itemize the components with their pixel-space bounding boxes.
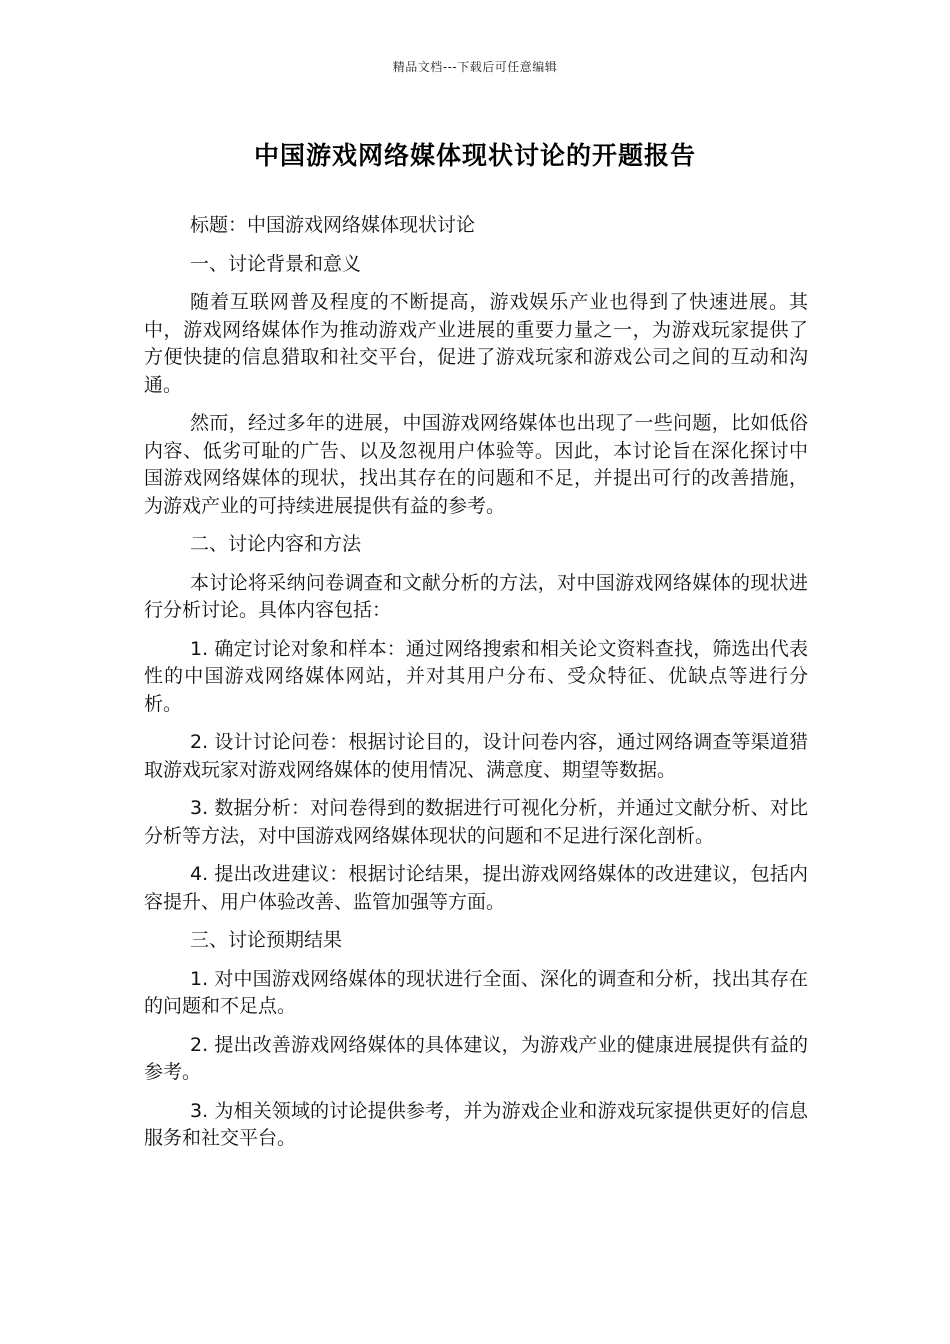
subject-line: 标题：中国游戏网络媒体现状讨论 xyxy=(190,214,476,236)
list-item-method-4: 4. 提出改进建议：根据讨论结果，提出游戏网络媒体的改进建议，包括内容提升、用户体验改善、监管加强等方面。 xyxy=(144,863,808,913)
paragraph-background-2: 然而，经过多年的进展，中国游戏网络媒体也出现了一些问题，比如低俗内容、低劣可耻的广告、以及忽视用户体验等。因此，本讨论旨在深化探讨中国游戏网络媒体的现状，找出其存在的问题和不足，并提出可行的改善措施，为游戏产业的可持续进展提供有益的参考。 xyxy=(144,412,808,517)
paragraph-methods-intro: 本讨论将采纳问卷调查和文献分析的方法，对中国游戏网络媒体的现状进行分析讨论。具体内容包括： xyxy=(144,571,808,621)
list-item-method-2: 2. 设计讨论问卷：根据讨论目的，设计问卷内容，通过网络调查等渠道猎取游戏玩家对游戏网络媒体的使用情况、满意度、期望等数据。 xyxy=(144,731,808,781)
paragraph-background-1: 随着互联网普及程度的不断提高，游戏娱乐产业也得到了快速进展。其中，游戏网络媒体作为推动游戏产业进展的重要力量之一，为游戏玩家提供了方便快捷的信息猎取和社交平台，促进了游戏玩家和游戏公司之间的互动和沟通。 xyxy=(144,291,808,396)
section-heading-results: 三、讨论预期结果 xyxy=(190,929,343,951)
list-item-result-1: 1. 对中国游戏网络媒体的现状进行全面、深化的调查和分析，找出其存在的问题和不足点。 xyxy=(144,967,808,1017)
document-body xyxy=(144,212,808,1164)
list-item-result-2: 2. 提出改善游戏网络媒体的具体建议，为游戏产业的健康进展提供有益的参考。 xyxy=(144,1033,808,1083)
document-title: 中国游戏网络媒体现状讨论的开题报告 xyxy=(253,141,696,170)
list-item-method-1: 1. 确定讨论对象和样本：通过网络搜索和相关论文资料查找，筛选出代表性的中国游戏网络媒体网站，并对其用户分布、受众特征、优缺点等进行分析。 xyxy=(144,637,808,715)
section-heading-background: 一、讨论背景和意义 xyxy=(190,252,362,275)
list-item-result-3: 3. 为相关领域的讨论提供参考，并为游戏企业和游戏玩家提供更好的信息服务和社交平台。 xyxy=(144,1099,808,1149)
header-note: 精品文档---下载后可任意编辑 xyxy=(392,60,558,74)
section-heading-methods: 二、讨论内容和方法 xyxy=(190,533,362,555)
list-item-method-3: 3. 数据分析：对问卷得到的数据进行可视化分析，并通过文献分析、对比分析等方法，对中国游戏网络媒体现状的问题和不足进行深化剖析。 xyxy=(144,797,808,847)
